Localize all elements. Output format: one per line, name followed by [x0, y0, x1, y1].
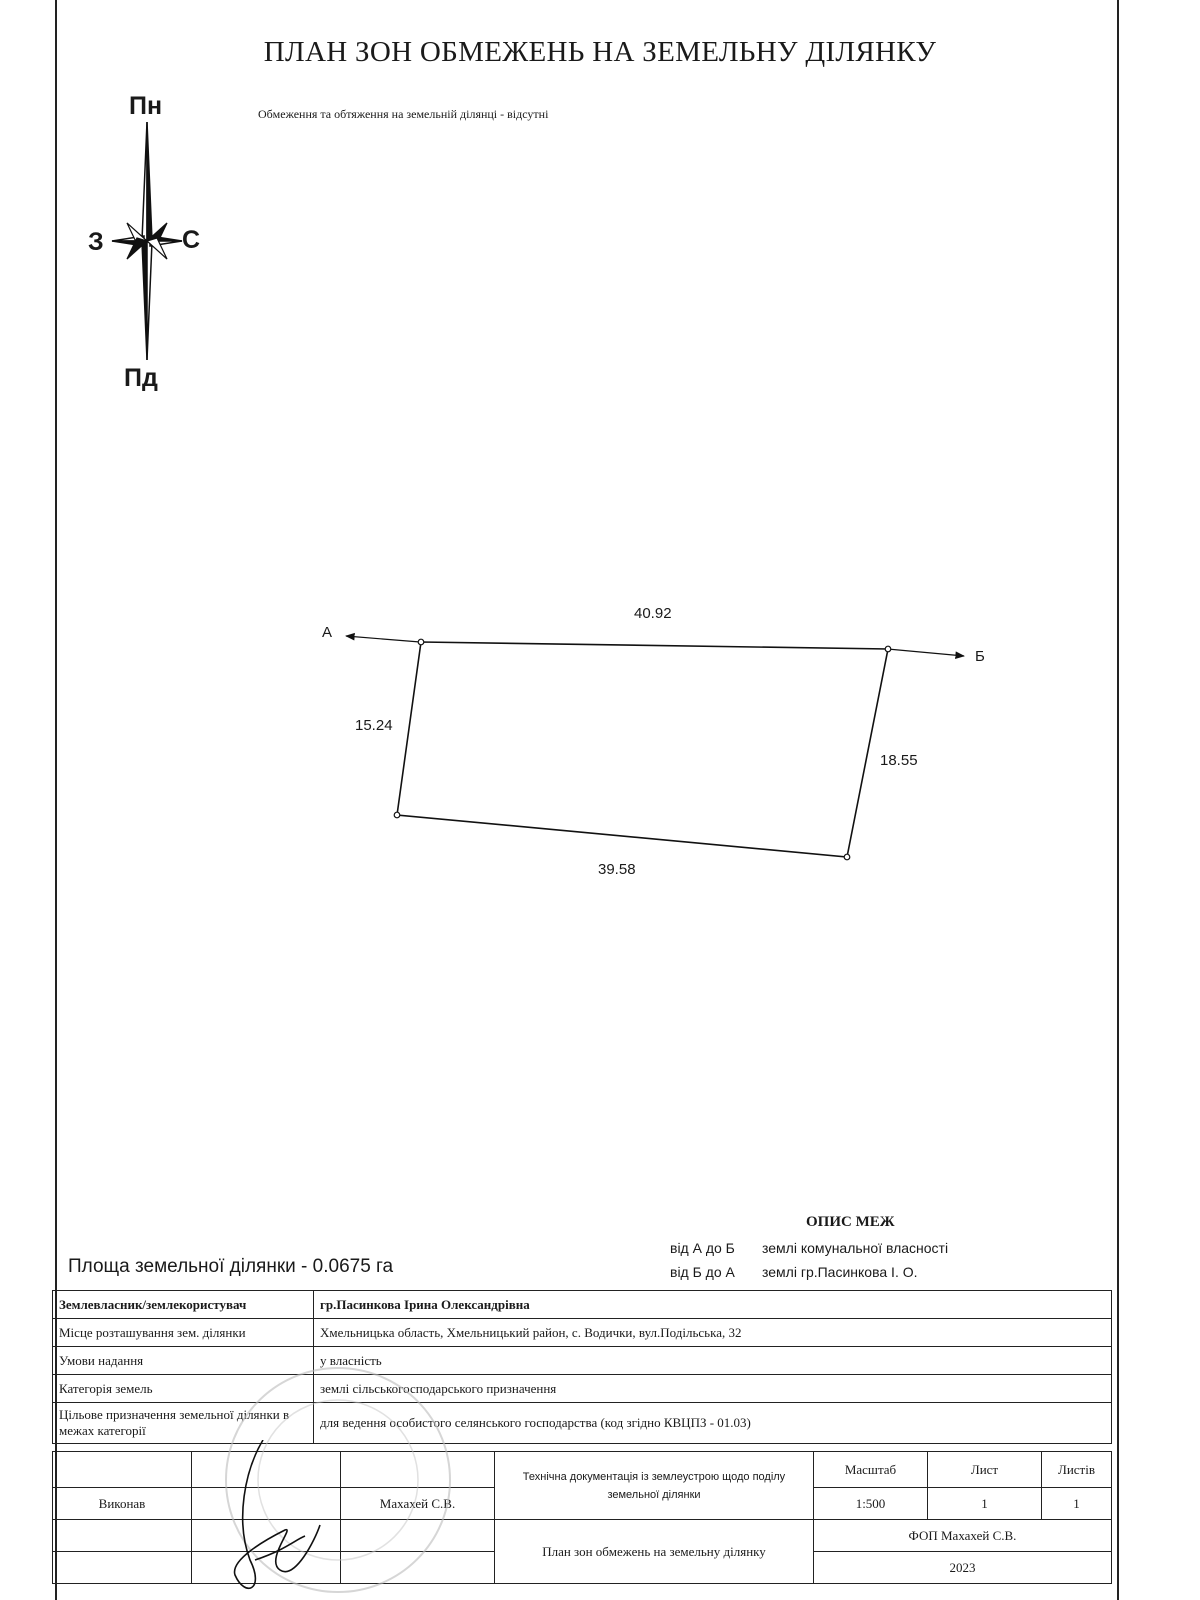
compass-rose	[82, 92, 212, 402]
info-value: для ведення особистого селянського господарства (код згідно КВЦПЗ - 01.03)	[314, 1403, 1112, 1444]
boundary-from-to: від А до Б	[670, 1240, 735, 1256]
boundary-desc: землі комунальної власності	[762, 1240, 949, 1256]
point-a-label: А	[322, 624, 333, 641]
compass-south-label: Пд	[124, 364, 158, 392]
info-value: у власність	[314, 1347, 1112, 1375]
sheets-label: Листів	[1042, 1452, 1112, 1488]
page-title: ПЛАН ЗОН ОБМЕЖЕНЬ НА ЗЕМЕЛЬНУ ДІЛЯНКУ	[263, 36, 937, 68]
compass-east-label: С	[182, 226, 201, 254]
boundary-description-title: ОПИС МЕЖ	[806, 1214, 895, 1230]
boundary-from-to: від Б до А	[670, 1264, 735, 1280]
side-length-left: 15.24	[355, 717, 393, 734]
scale-label: Масштаб	[814, 1452, 928, 1488]
table-row	[53, 1347, 1112, 1375]
side-length-top: 40.92	[634, 605, 672, 622]
info-key: Землевласник/землекористувач	[53, 1291, 314, 1319]
performer-name: Махахей С.В.	[341, 1488, 495, 1520]
plan-name: План зон обмежень на земельну ділянку	[495, 1520, 814, 1584]
info-key: Категорія земель	[53, 1375, 314, 1403]
point-b-label: Б	[975, 648, 985, 665]
performer-label: Виконав	[53, 1488, 192, 1520]
table-row	[53, 1291, 1112, 1319]
side-length-right: 18.55	[880, 752, 918, 769]
table-row	[53, 1403, 1112, 1444]
info-key: Місце розташування зем. ділянки	[53, 1319, 314, 1347]
doc-title: Технічна документація із землеустрою щодо поділу земельної ділянки	[495, 1452, 814, 1520]
sheet-value: 1	[928, 1488, 1042, 1520]
scale-value: 1:500	[814, 1488, 928, 1520]
plot-info-table	[52, 1290, 1112, 1444]
company-name: ФОП Махахей С.В.	[814, 1520, 1112, 1552]
sheets-value: 1	[1042, 1488, 1112, 1520]
restrictions-note: Обмеження та обтяження на земельній ділянці - відсутні	[258, 107, 549, 121]
info-value: гр.Пасинкова Ірина Олександрівна	[314, 1291, 1112, 1319]
sheet-label: Лист	[928, 1452, 1042, 1488]
table-row	[53, 1319, 1112, 1347]
compass-north-label: Пн	[129, 92, 163, 120]
document-year: 2023	[814, 1552, 1112, 1584]
title-block	[52, 1451, 1112, 1584]
info-key: Умови надання	[53, 1347, 314, 1375]
compass-west-label: З	[88, 228, 104, 256]
info-value: Хмельницька область, Хмельницький район, с. Водички, вул.Подільська, 32	[314, 1319, 1112, 1347]
info-key: Цільове призначення земельної ділянки в межах категорії	[53, 1403, 314, 1444]
info-value: землі сільськогосподарського призначення	[314, 1375, 1112, 1403]
side-length-bottom: 39.58	[598, 861, 636, 878]
table-row	[53, 1375, 1112, 1403]
boundary-desc: землі гр.Пасинкова І. О.	[762, 1264, 918, 1280]
plot-area: Площа земельної ділянки - 0.0675 га	[68, 1256, 394, 1277]
